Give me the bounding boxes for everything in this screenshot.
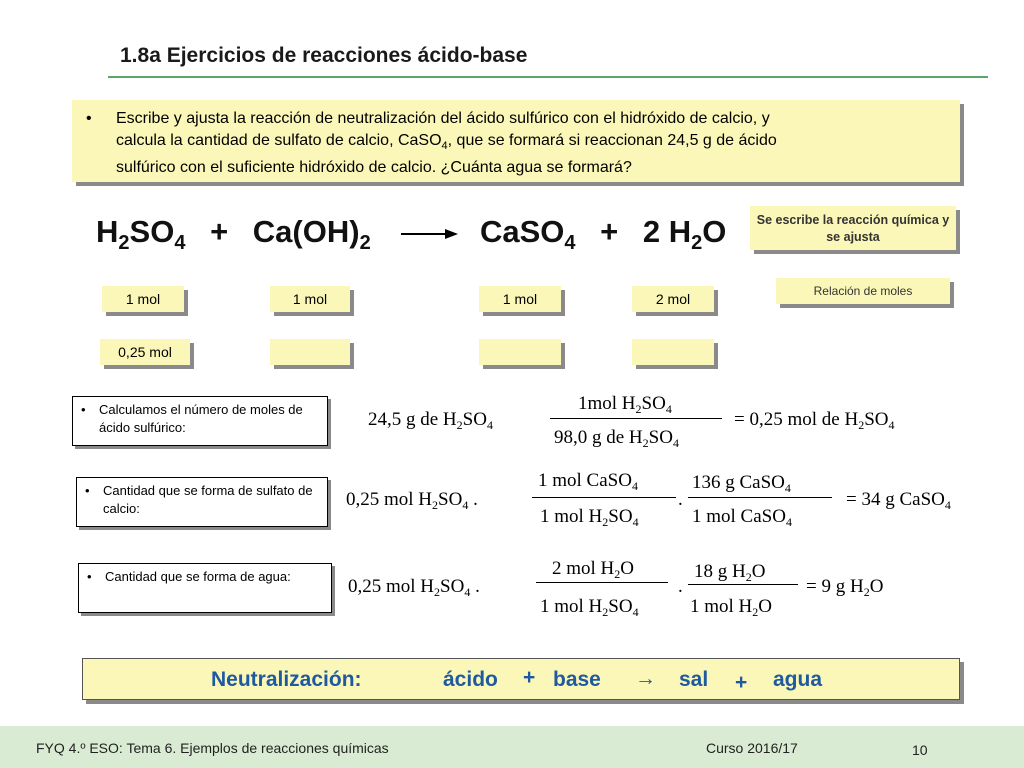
summary-label: Neutralización: (211, 668, 362, 691)
note-mole-ratio: Relación de moles (776, 278, 950, 304)
plus-sign: + (735, 671, 748, 694)
step-moles-acid: • Calculamos el número de moles de ácido sulfúrico: (72, 396, 328, 446)
step-water: • Cantidad que se forma de agua: (78, 563, 332, 613)
footer-year: Curso 2016/17 (706, 740, 798, 756)
note-reaction-adjust: Se escribe la reacción química y se ajusta (750, 206, 956, 250)
reaction-arrow-icon (401, 226, 459, 242)
problem-line-1: Escribe y ajusta la reacción de neutralización del ácido sulfúrico con el hidróxido de calcio, y (116, 110, 770, 127)
summary-salt: sal (679, 668, 709, 691)
problem-line-2: calcula la cantidad de sulfato de calcio, CaSO$_4$, que se formará si reaccionan 24,5 g de ácido (116, 132, 777, 153)
page-title: 1.8a Ejercicios de reacciones ácido-base (120, 44, 528, 67)
reactant-caoh2: $Ca(OH)_2$ (252, 214, 371, 254)
problem-line-3: sulfúrico con el suficiente hidróxido de calcio. ¿Cuánta agua se formará? (116, 159, 632, 177)
mole-box: 1 mol (479, 286, 561, 312)
mole-box: 2 mol (632, 286, 714, 312)
plus-sign: + (600, 214, 619, 249)
arrow-icon: → (635, 667, 656, 690)
title-divider (108, 76, 988, 78)
product-caso4: CaSO$_4$ (479, 214, 576, 254)
step-calcium-sulfate: • Cantidad que se forma de sulfato de calcio: (76, 477, 328, 527)
plus-sign: + (210, 214, 229, 249)
summary-water: agua (773, 668, 823, 691)
mole-box: 1 mol (270, 286, 350, 312)
mole-box: 0,25 mol (100, 339, 190, 365)
step-text: Calculamos el número de moles de ácido sulfúrico: (99, 402, 303, 435)
mole-box (632, 339, 714, 365)
mole-box (479, 339, 561, 365)
product-water: 2 $H_2O$ (642, 214, 727, 254)
neutralization-summary (82, 658, 960, 700)
chemical-equation (96, 214, 726, 258)
step-text: Cantidad que se forma de sulfato de calcio: (103, 483, 313, 516)
summary-base: base (553, 668, 601, 691)
reactant-h2so4: $H_2SO_4$ (96, 214, 186, 254)
problem-statement (72, 100, 960, 182)
plus-sign: + (523, 666, 536, 689)
page-number: 10 (912, 742, 928, 758)
mole-box: 1 mol (102, 286, 184, 312)
footer-course: FYQ 4.º ESO: Tema 6. Ejemplos de reacciones químicas (36, 740, 389, 756)
summary-acid: ácido (443, 668, 498, 691)
step-text: Cantidad que se forma de agua: (105, 569, 291, 584)
problem-bullet: • (86, 110, 92, 127)
mole-box (270, 339, 350, 365)
